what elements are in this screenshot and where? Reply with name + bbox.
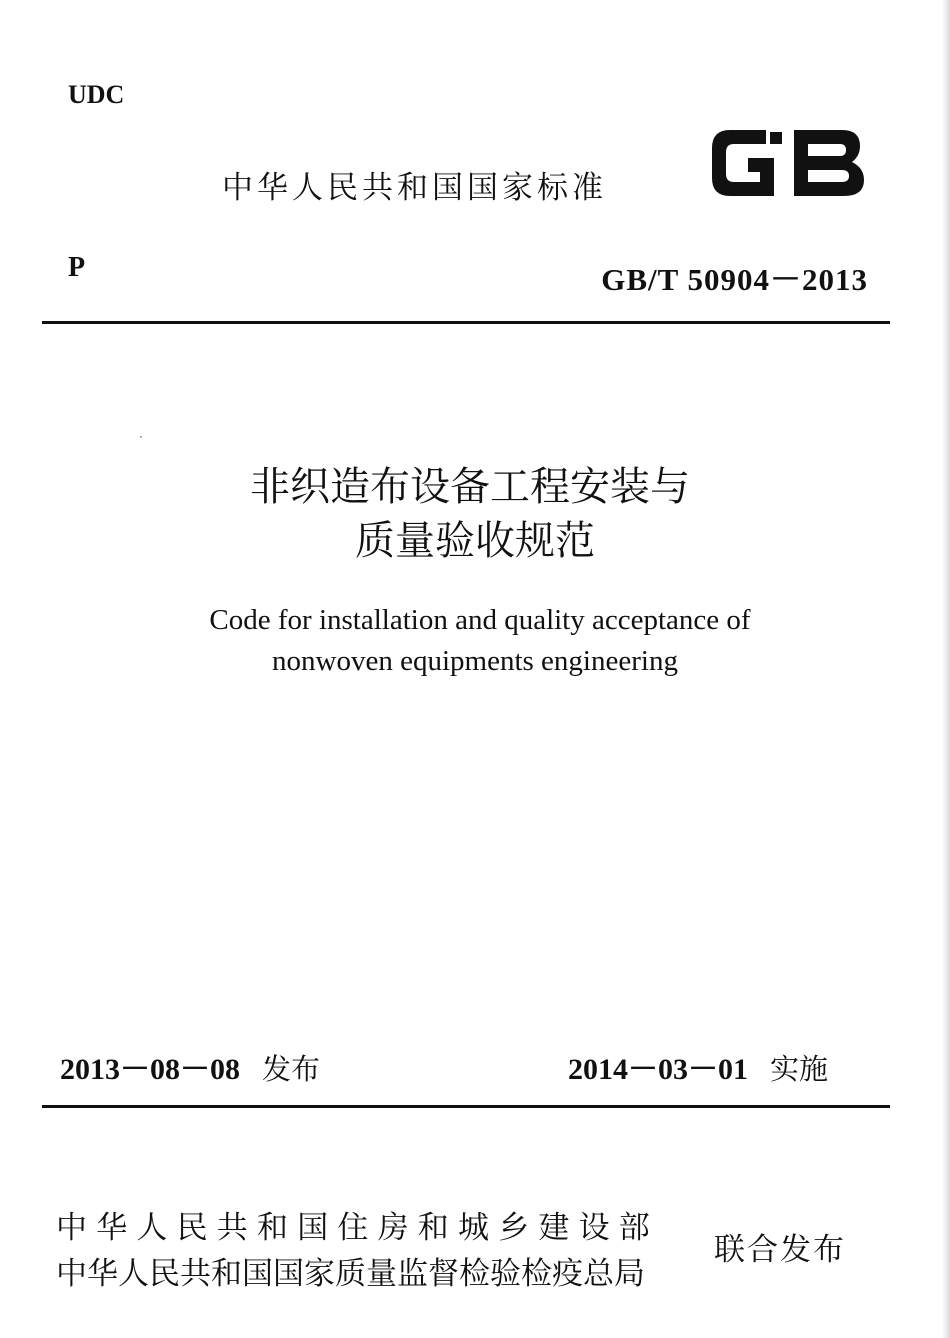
- joint-publish-label: 联合发布: [714, 1232, 846, 1268]
- gb-logo-icon: [708, 118, 868, 208]
- issue-date: 2013－08－08: [60, 1053, 240, 1086]
- effective-date-block: [568, 1044, 828, 1088]
- issue-label: 发布: [262, 1052, 321, 1086]
- effective-label: 实施: [770, 1052, 829, 1086]
- issue-date-block: [60, 1044, 320, 1088]
- title-zh-line1: 非织造布设备工程安装与: [250, 464, 690, 510]
- effective-date: 2014－03－01: [568, 1053, 748, 1086]
- title-en-line1: Code for installation and quality acceptance of: [209, 604, 751, 636]
- bottom-divider: [42, 1105, 890, 1108]
- standard-number: GB/T 50904－2013: [601, 262, 868, 297]
- publisher-line1: 中华人民共和国住房和城乡建设部: [56, 1210, 659, 1246]
- classification-code: P: [68, 252, 86, 283]
- top-divider: [42, 321, 890, 324]
- scan-speck: [140, 436, 142, 438]
- title-en-line2: nonwoven equipments engineering: [272, 645, 678, 677]
- title-zh-line2: 质量验收规范: [355, 518, 595, 564]
- publisher-line2: 中华人民共和国国家质量监督检验检疫总局: [56, 1256, 645, 1292]
- national-standard-heading: 中华人民共和国国家标准: [222, 170, 607, 206]
- udc-label: UDC: [68, 80, 125, 109]
